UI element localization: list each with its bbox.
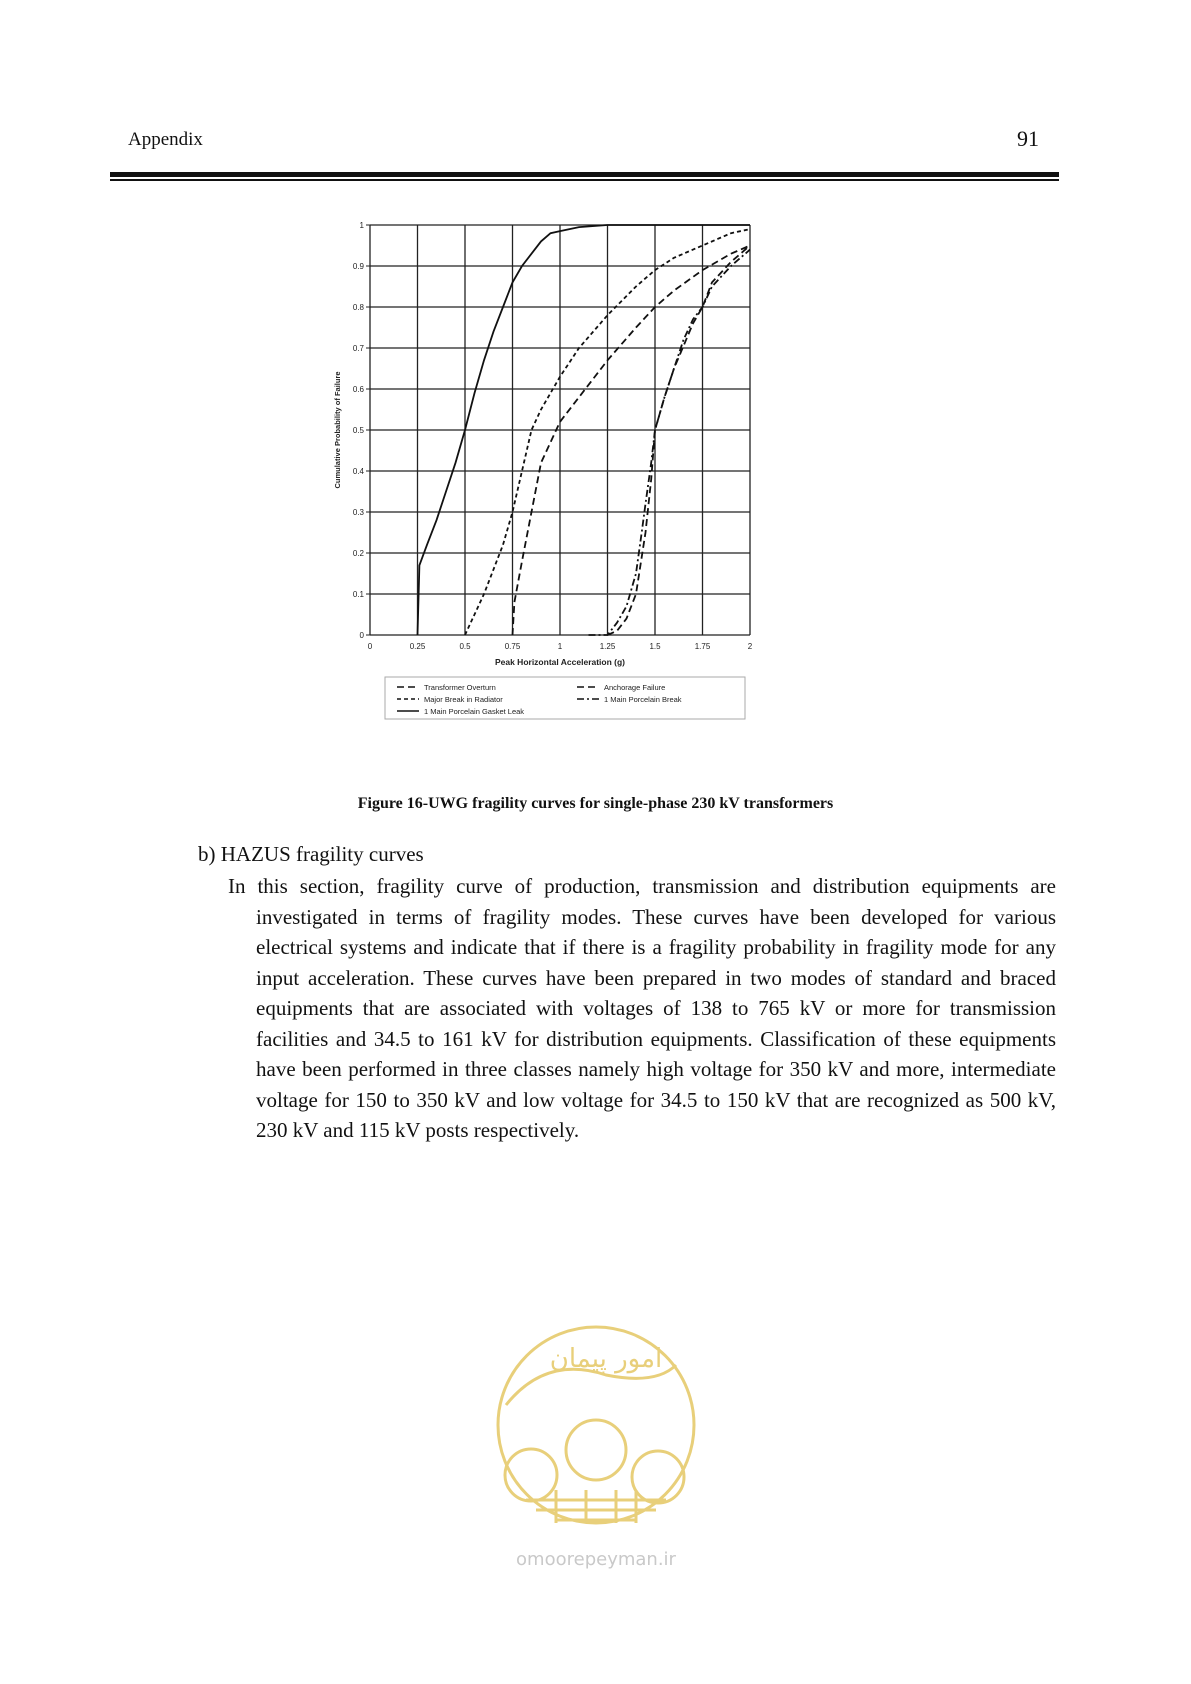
center-gear-icon: [566, 1420, 626, 1480]
x-tick-label: 1: [557, 642, 563, 651]
y-tick-label: 0.8: [352, 303, 364, 312]
watermark-emblem: [486, 1325, 706, 1575]
x-axis-label: Peak Horizontal Acceleration (g): [494, 657, 626, 667]
x-tick-label: 0.5: [459, 642, 471, 651]
x-tick-label: 1.25: [599, 642, 616, 651]
x-tick-label: 1.5: [649, 642, 661, 651]
y-tick-label: 0.1: [352, 590, 364, 599]
x-tick-label: 0: [367, 642, 373, 651]
legend-label: Anchorage Failure: [604, 683, 666, 692]
body-paragraph: [228, 871, 1056, 1146]
shovel-gear-icon: [632, 1451, 684, 1503]
x-tick-label: 0.25: [409, 642, 426, 651]
x-tick-label: 0.75: [504, 642, 521, 651]
watermark-url: omoorepeyman.ir: [516, 1549, 676, 1570]
header-rule-thick: [110, 172, 1059, 177]
page-number: 91: [1017, 126, 1039, 151]
y-tick-label: 0.3: [352, 508, 364, 517]
watermark-logo: [486, 1325, 706, 1575]
legend-label: Major Break in Radiator: [424, 695, 503, 704]
fragility-chart: [333, 221, 825, 785]
y-tick-label: 0.9: [352, 262, 364, 271]
x-tick-label: 1.75: [694, 642, 711, 651]
y-tick-label: 0.7: [352, 344, 364, 353]
series-line: [608, 246, 751, 636]
paragraph-text: In this section, fragility curve of production, transmission and distribution equipments are investigated in terms of fragility modes. These curves have been developed for various electrical systems and indicate that if there is a fragility probability in fragility mode for any input acceleration. These curves have been prepared in two modes of standard and braced equipments that are associated with voltages of 138 to 765 kV or more for transmission facilities and 34.5 to 161 kV for distribution equipments. Classification of these equipments have been performed in three classes namely high voltage for 350 kV and more, intermediate voltage for 150 to 350 kV and low voltage for 34.5 to 150 kV that are recognized as 500 kV, 230 kV and 115 kV posts respectively.: [228, 874, 1056, 1142]
fragility-chart-svg: [333, 221, 825, 785]
x-tick-label: 2: [747, 642, 753, 651]
legend-label: 1 Main Porcelain Break: [604, 695, 682, 704]
running-header: Appendix: [128, 129, 203, 150]
legend-label: Transformer Overturn: [424, 683, 496, 692]
legend-label: 1 Main Porcelain Gasket Leak: [424, 707, 525, 716]
y-tick-label: 0.4: [352, 467, 364, 476]
figure-caption: Figure 16-UWG fragility curves for single-phase 230 kV transformers: [357, 795, 834, 812]
y-tick-label: 0.6: [352, 385, 364, 394]
section-heading: b) HAZUS fragility curves: [198, 842, 424, 866]
y-tick-label: 0: [359, 631, 364, 640]
header-rule-thin: [110, 179, 1059, 181]
y-axis-label: Cumulative Probability of Failure: [333, 371, 342, 489]
y-tick-label: 0.2: [352, 549, 364, 558]
y-tick-label: 0.5: [352, 426, 364, 435]
y-tick-label: 1: [359, 221, 364, 230]
watermark-logo-text: امور پیمان: [549, 1344, 663, 1374]
series-line: [513, 246, 751, 636]
